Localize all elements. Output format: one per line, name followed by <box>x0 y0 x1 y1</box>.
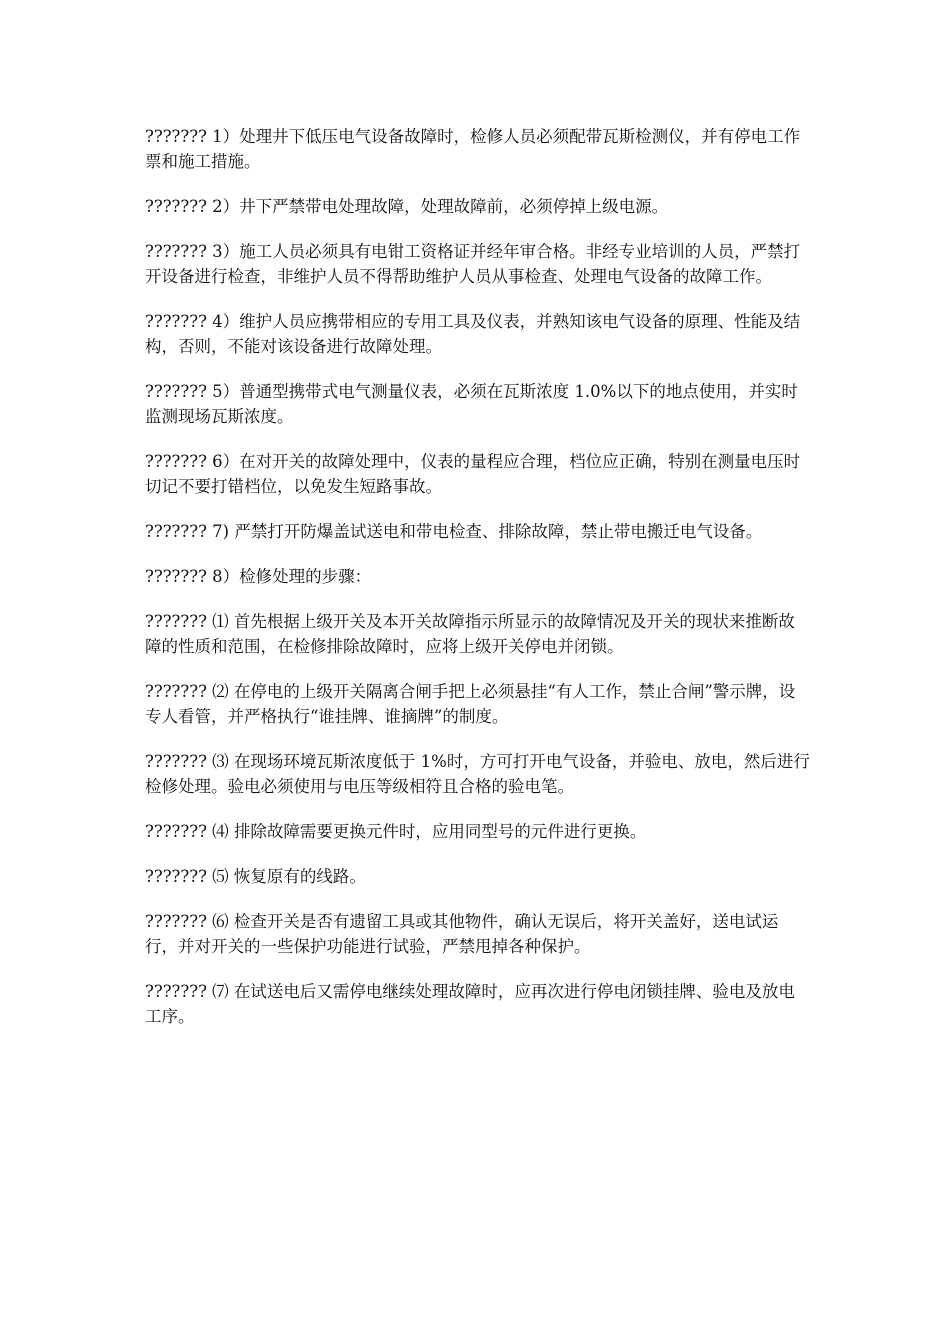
paragraph-4: ??????? 4）维护人员应携带相应的专用工具及仪表，并熟知该电气设备的原理、性能及结构，否则，不能对该设备进行故障处理。 <box>145 312 801 356</box>
paragraph-2: ??????? 2）井下严禁带电处理故障，处理故障前，必须停掉上级电源。 <box>145 197 669 216</box>
document-body <box>145 124 810 1049</box>
paragraph-step-3: ??????? ⑶ 在现场环境瓦斯浓度低于 1%时，方可打开电气设备，并验电、放电，然后进行检修处理。验电必须使用与电压等级相符且合格的验电笔。 <box>145 752 810 796</box>
paragraph-6: ??????? 6）在对开关的故障处理中，仪表的量程应合理，档位应正确，特别在测量电压时切记不要打错档位，以免发生短路事故。 <box>145 452 801 496</box>
paragraph-step-5: ??????? ⑸ 恢复原有的线路。 <box>145 867 366 886</box>
paragraph-step-1: ??????? ⑴ 首先根据上级开关及本开关故障指示所显示的故障情况及开关的现状来推断故障的性质和范围，在检修排除故障时，应将上级开关停电并闭锁。 <box>145 612 795 656</box>
paragraph-5: ??????? 5）普通型携带式电气测量仪表，必须在瓦斯浓度 1.0%以下的地点使用，并实时监测现场瓦斯浓度。 <box>145 382 798 426</box>
paragraph-7: ??????? 7) 严禁打开防爆盖试送电和带电检查、排除故障，禁止带电搬迁电气设备。 <box>145 522 763 541</box>
paragraph-8: ??????? 8）检修处理的步骤： <box>145 567 372 586</box>
paragraph-step-7: ??????? ⑺ 在试送电后又需停电继续处理故障时，应再次进行停电闭锁挂牌、验电及放电工序。 <box>145 982 795 1026</box>
paragraph-3: ??????? 3）施工人员必须具有电钳工资格证并经年审合格。非经专业培训的人员，严禁打开设备进行检查，非维护人员不得帮助维护人员从事检查、处理电气设备的故障工作。 <box>145 242 801 286</box>
paragraph-step-4: ??????? ⑷ 排除故障需要更换元件时，应用同型号的元件进行更换。 <box>145 822 647 841</box>
paragraph-step-6: ??????? ⑹ 检查开关是否有遗留工具或其他物件，确认无误后，将开关盖好，送电试运行，并对开关的一些保护功能进行试验，严禁甩掉各种保护。 <box>145 912 779 956</box>
paragraph-step-2: ??????? ⑵ 在停电的上级开关隔离合闸手把上必须悬挂“有人工作，禁止合闸”警示牌，设专人看管，并严格执行“谁挂牌、谁摘牌”的制度。 <box>145 682 796 726</box>
paragraph-1: ??????? 1）处理井下低压电气设备故障时，检修人员必须配带瓦斯检测仪，并有停电工作票和施工措施。 <box>145 127 801 171</box>
